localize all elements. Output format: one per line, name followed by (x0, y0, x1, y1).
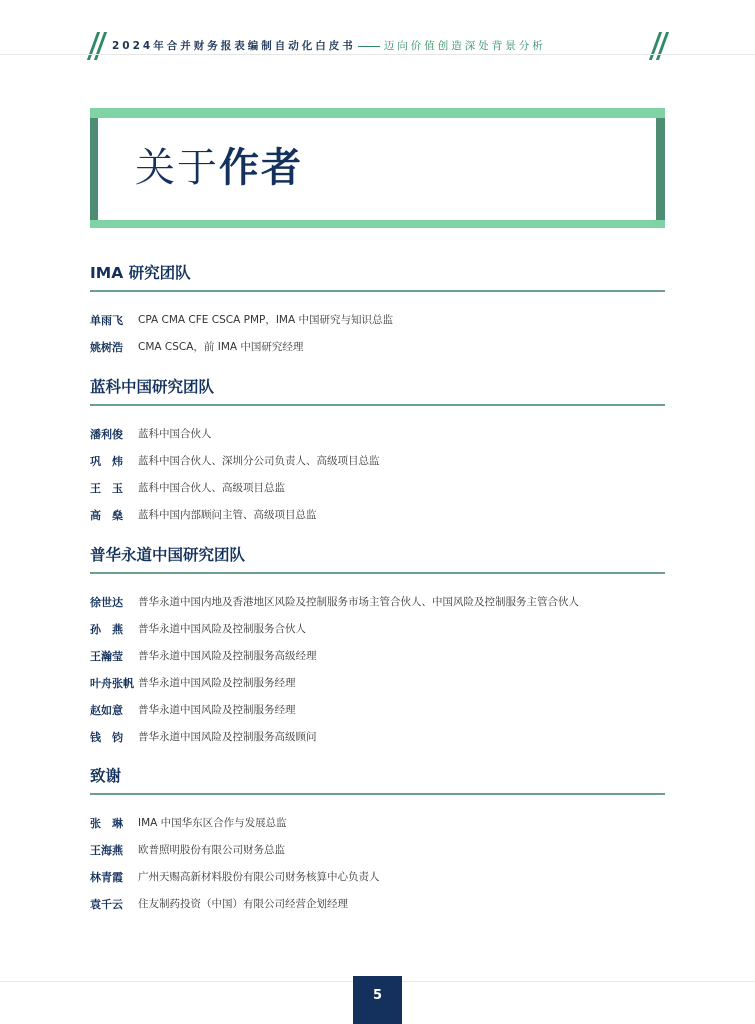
author-row (90, 863, 665, 890)
section-ima-team (90, 263, 665, 360)
author-role: 蓝科中国合伙人、深圳分公司负责人、高级项目总监 (138, 455, 380, 467)
author-row (90, 447, 665, 474)
author-name: 王 玉 (90, 481, 123, 495)
section-acknowledgements (90, 766, 665, 917)
author-name: 林青霞 (90, 870, 123, 884)
page-title-part1: 关于 (135, 145, 219, 191)
author-row (90, 420, 665, 447)
title-box-top-bar (90, 108, 665, 118)
header-title: 2024年合并财务报表编制自动化白皮书 (112, 40, 356, 52)
title-box-left-bar (90, 118, 98, 220)
page-number: 5 (353, 976, 402, 1024)
author-row (90, 669, 665, 696)
author-role: 广州天赐高新材料股份有限公司财务核算中心负责人 (138, 871, 380, 883)
author-row (90, 333, 665, 360)
author-row (90, 474, 665, 501)
author-role: 普华永道中国风险及控制服务经理 (138, 704, 296, 716)
header-text (112, 38, 642, 53)
author-name: 张 琳 (90, 816, 123, 830)
author-role: 住友制药投资（中国）有限公司经营企划经理 (138, 898, 348, 910)
author-role: 普华永道中国风险及控制服务高级经理 (138, 650, 317, 662)
page-title-part2: 作者 (219, 145, 303, 191)
section-rule (90, 404, 665, 406)
author-role: CMA CSCA，前 IMA 中国研究经理 (138, 341, 304, 353)
author-role: 普华永道中国风险及控制服务经理 (138, 677, 296, 689)
author-row (90, 809, 665, 836)
section-heading: 普华永道中国研究团队 (90, 546, 246, 564)
author-name: 叶舟张帆 (90, 676, 134, 690)
author-name: 赵如意 (90, 703, 123, 717)
author-role: 普华永道中国风险及控制服务高级顾问 (138, 731, 317, 743)
author-role: 蓝科中国合伙人 (138, 428, 212, 440)
author-role: 蓝科中国内部顾问主管、高级项目总监 (138, 509, 317, 521)
author-row (90, 306, 665, 333)
author-row (90, 588, 665, 615)
author-role: 普华永道中国内地及香港地区风险及控制服务市场主管合伙人、中国风险及控制服务主管合伙人 (138, 596, 579, 608)
author-name: 王海燕 (90, 843, 123, 857)
section-rule (90, 793, 665, 795)
author-row (90, 836, 665, 863)
author-row (90, 696, 665, 723)
author-role: 欧普照明股份有限公司财务总监 (138, 844, 285, 856)
author-role: IMA 中国华东区合作与发展总监 (138, 817, 287, 829)
title-box-bottom-bar (90, 220, 665, 228)
author-row (90, 615, 665, 642)
author-name: 高 燊 (90, 508, 123, 522)
author-name: 孙 燕 (90, 622, 123, 636)
header-dash (358, 46, 380, 47)
author-name: 徐世达 (90, 595, 123, 609)
section-heading: IMA 研究团队 (90, 264, 191, 282)
header-subtitle: 迈向价值创造深处背景分析 (383, 40, 546, 52)
title-box (90, 108, 665, 228)
page-title (135, 146, 303, 190)
author-name: 钱 钧 (90, 730, 123, 744)
author-role: CPA CMA CFE CSCA PMP，IMA 中国研究与知识总监 (138, 314, 394, 326)
page-header (0, 0, 755, 60)
author-row (90, 501, 665, 528)
section-heading: 致谢 (90, 767, 122, 785)
author-role: 普华永道中国风险及控制服务合伙人 (138, 623, 306, 635)
author-name: 单雨飞 (90, 313, 123, 327)
author-name: 姚树浩 (90, 340, 123, 354)
section-heading: 蓝科中国研究团队 (90, 378, 215, 396)
section-rule (90, 572, 665, 574)
author-role: 蓝科中国合伙人、高级项目总监 (138, 482, 285, 494)
author-row (90, 723, 665, 750)
header-divider (0, 54, 755, 55)
author-name: 王瀚莹 (90, 649, 123, 663)
author-name: 巩 炜 (90, 454, 123, 468)
author-name: 潘利俊 (90, 427, 123, 441)
section-lanke-team (90, 377, 665, 528)
section-pwc-team (90, 545, 665, 750)
section-rule (90, 290, 665, 292)
title-box-right-bar (656, 118, 665, 220)
author-row (90, 642, 665, 669)
author-row (90, 890, 665, 917)
author-name: 袁千云 (90, 897, 123, 911)
